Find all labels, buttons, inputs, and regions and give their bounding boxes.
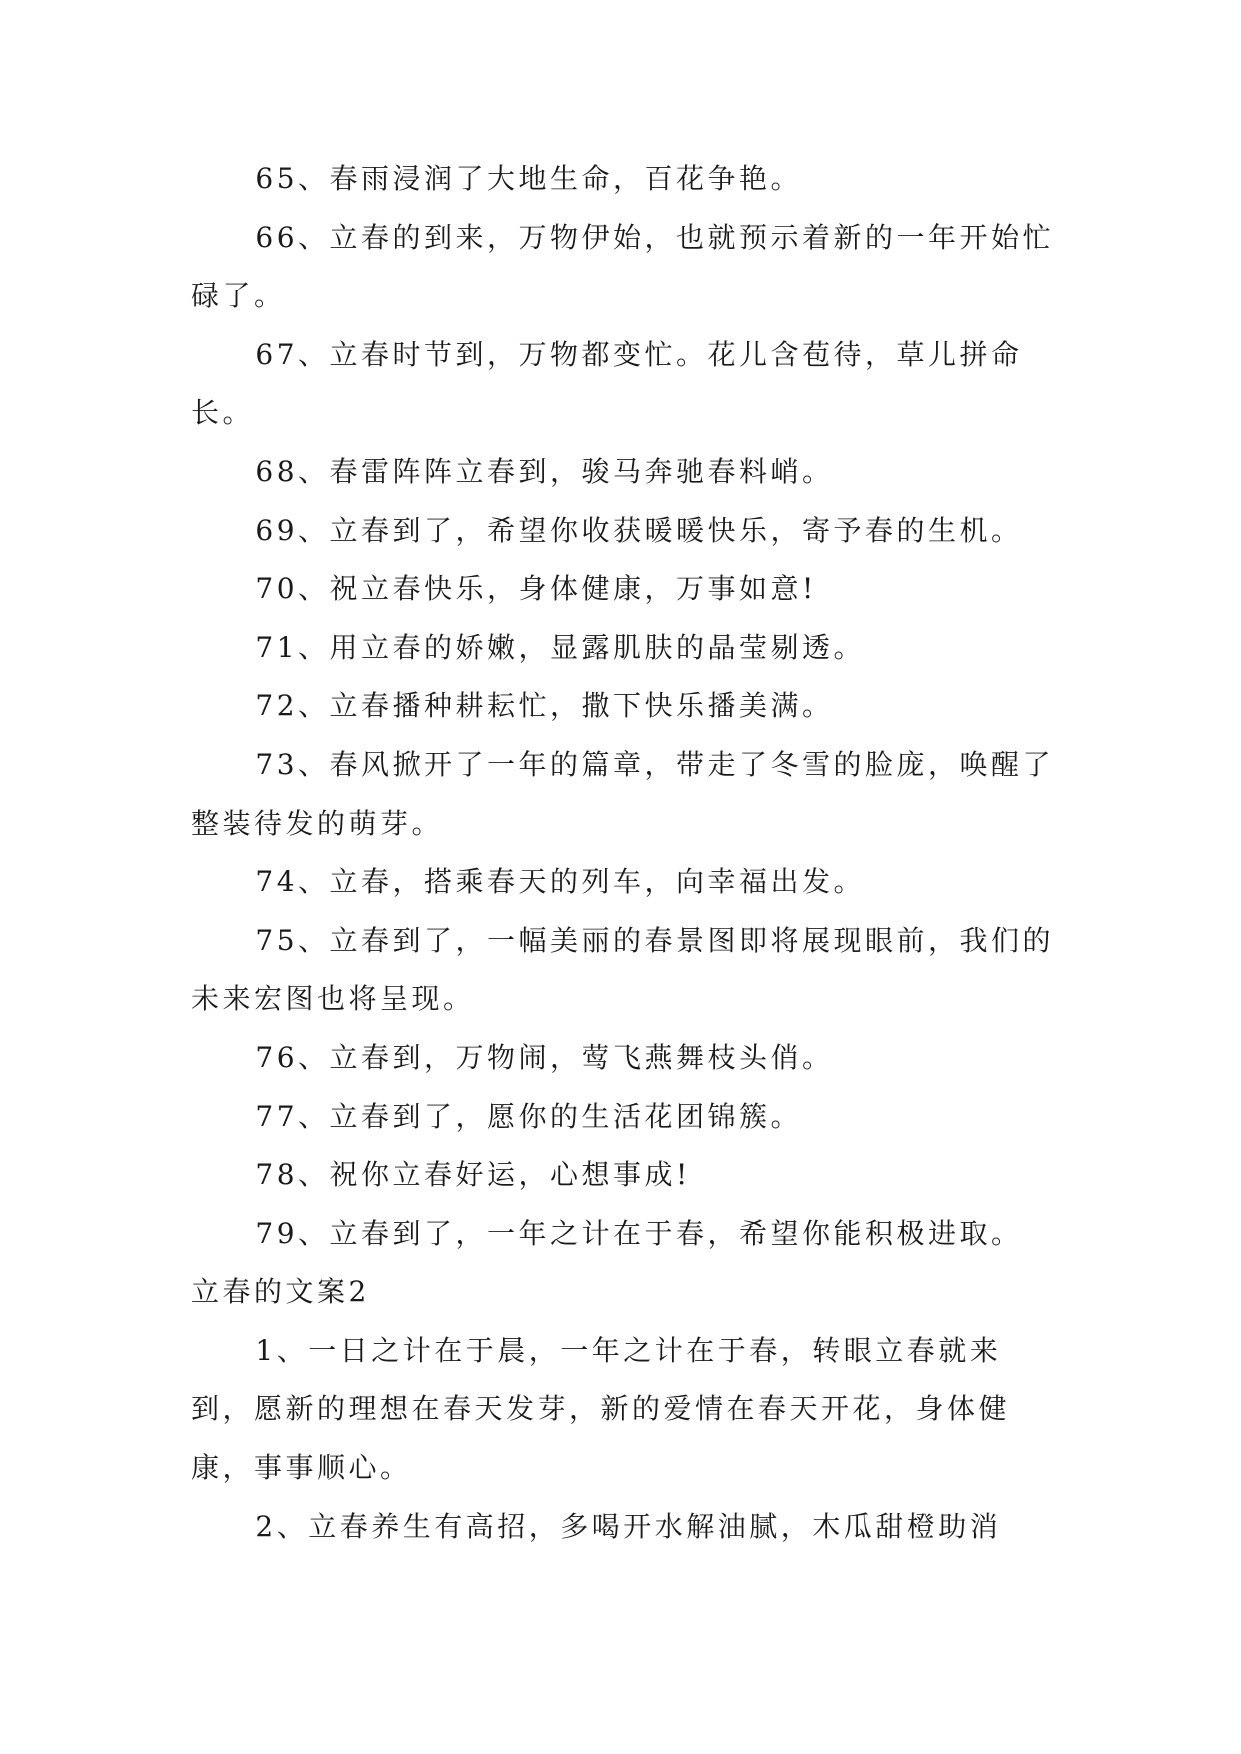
paragraph-79: 79、立春到了，一年之计在于春，希望你能积极进取。 [255,1216,1023,1250]
paragraph-78: 78、祝你立春好运，心想事成! [255,1158,691,1192]
paragraph-74: 74、立春，搭乘春天的列车，向幸福出发。 [255,865,866,899]
paragraph-68: 68、春雷阵阵立春到，骏马奔驰春料峭。 [255,454,834,488]
paragraph-71: 71、用立春的娇嫩，显露肌肤的晶莹剔透。 [255,630,866,664]
paragraph-70: 70、祝立春快乐，身体健康，万事如意! [255,572,817,606]
paragraph-65: 65、春雨浸润了大地生命，百花争艳。 [255,162,803,195]
section-heading: 立春的文案2 [191,1275,370,1309]
document-body [191,150,1061,1556]
paragraph-75: 75、立春到了，一幅美丽的春景图即将展现眼前，我们的未来宏图也将呈现。 [191,923,1055,1016]
section-paragraph-1: 1、一日之计在于晨，一年之计在于春，转眼立春就来到，愿新的理想在春天发芽，新的爱情在春天开花，身体健康，事事顺心。 [191,1333,1011,1485]
paragraph-73: 73、春风掀开了一年的篇章，带走了冬雪的脸庞，唤醒了整装待发的萌芽。 [191,747,1055,840]
paragraph-67: 67、立春时节到，万物都变忙。花儿含苞待，草儿拼命长。 [191,337,1023,430]
section-paragraph-2: 2、立春养生有高招，多喝开水解油腻，木瓜甜橙助消 [255,1509,1002,1543]
paragraph-77: 77、立春到了，愿你的生活花团锦簇。 [255,1099,803,1133]
paragraph-76: 76、立春到，万物闹，莺飞燕舞枝头俏。 [255,1040,834,1074]
paragraph-69: 69、立春到了，希望你收获暖暖快乐，寄予春的生机。 [255,513,1023,547]
paragraph-66: 66、立春的到来，万物伊始，也就预示着新的一年开始忙碌了。 [191,220,1055,313]
paragraph-72: 72、立春播种耕耘忙，撒下快乐播美满。 [255,689,834,723]
